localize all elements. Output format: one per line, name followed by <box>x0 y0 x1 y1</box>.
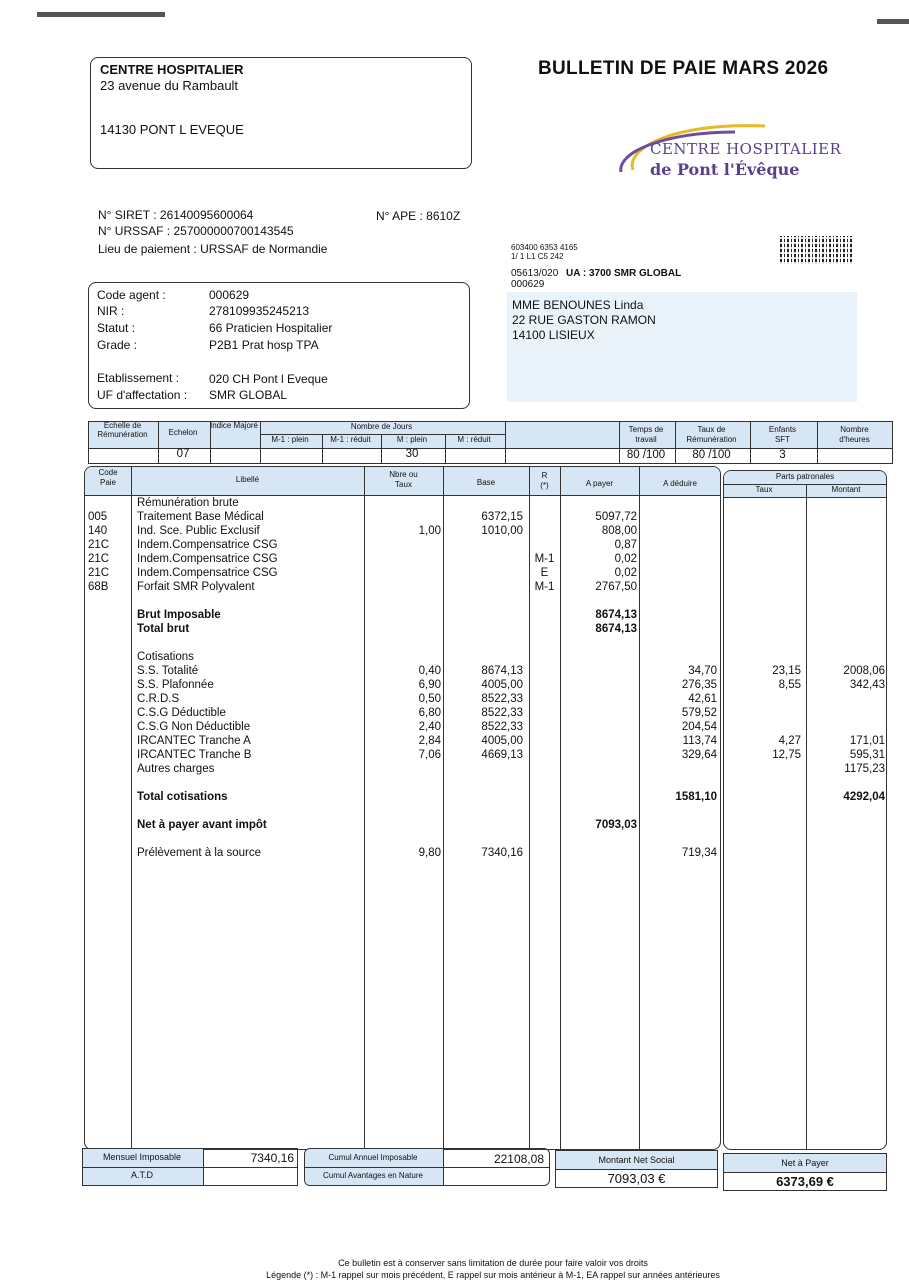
h-indice: Indice Majoré <box>209 421 259 430</box>
row-nbre: 2,84 <box>418 735 441 747</box>
row-apayer: 808,00 <box>601 525 637 537</box>
row-nbre: 6,90 <box>418 679 441 691</box>
table-row <box>0 748 909 762</box>
row-base: 4005,00 <box>481 735 523 747</box>
net-payer-label: Net à Payer <box>781 1158 829 1168</box>
row-apayer: 7093,03 <box>595 819 637 831</box>
v-taux: 80 /100 <box>692 449 731 461</box>
row-nbre: 2,40 <box>418 721 441 733</box>
row-adeduire: 34,70 <box>688 665 717 677</box>
mensuel-label: Mensuel Imposable <box>102 1152 182 1162</box>
row-code: 68B <box>88 581 109 593</box>
row-apayer: 2767,50 <box>595 581 637 593</box>
table-row <box>0 622 909 636</box>
h-echelle: Echelle de Rémunération <box>97 421 148 439</box>
row-nbre: 0,50 <box>418 693 441 705</box>
row-label: Rémunération brute <box>137 497 239 509</box>
employer-address-line2: 14130 PONT L EVEQUE <box>100 122 244 137</box>
row-label: Traitement Base Médical <box>137 511 264 523</box>
table-row <box>0 762 909 776</box>
row-adeduire: 719,34 <box>681 847 717 859</box>
row-label: IRCANTEC Tranche A <box>137 735 251 747</box>
row-r: M-1 <box>534 553 555 565</box>
row-adeduire: 329,64 <box>681 749 717 761</box>
row-ptaux: 23,15 <box>772 665 801 677</box>
table-row <box>0 706 909 720</box>
row-adeduire: 113,74 <box>682 735 717 747</box>
h-m-plein: M : plein <box>396 435 428 444</box>
hospital-logo <box>615 118 842 188</box>
etab-value: 020 CH Pont l Eveque <box>209 372 328 386</box>
row-nbre: 7,06 <box>418 749 441 761</box>
table-row <box>0 524 909 538</box>
row-nbre: 9,80 <box>418 847 441 859</box>
row-base: 8522,33 <box>481 707 523 719</box>
col-pmontant: Montant <box>831 485 861 494</box>
col-parts: Parts patronales <box>775 472 835 481</box>
h-m1-reduit: M-1 : réduit <box>330 435 371 444</box>
row-adeduire: 1581,10 <box>675 791 717 803</box>
col-r: R (*) <box>540 471 549 490</box>
row-adeduire: 276,35 <box>681 679 717 691</box>
h-m1-plein: M-1 : plein <box>271 435 309 444</box>
col-nbre: Nbre ou Taux <box>389 470 418 489</box>
atd-label: A.T.D <box>130 1170 153 1180</box>
urssaf-number: N° URSSAF : 257000000700143545 <box>98 224 294 238</box>
footer-note-conservation: Ce bulletin est à conserver sans limitation de durée pour faire valoir vos droits <box>338 1258 648 1268</box>
cumul-label: Cumul Annuel Imposable <box>328 1153 418 1162</box>
row-pmontant: 595,31 <box>849 749 885 761</box>
row-code: 140 <box>88 525 108 537</box>
etab-label: Etablissement : <box>97 371 180 385</box>
col-adeduire: A déduire <box>663 479 697 488</box>
cumul-av-label: Cumul Avantages en Nature <box>323 1171 423 1180</box>
h-taux: Taux de Rémunération <box>686 425 737 444</box>
row-label: Net à payer avant impôt <box>137 819 267 831</box>
row-label: Total brut <box>137 623 190 635</box>
table-row <box>0 790 909 804</box>
mensuel-value: 7340,16 <box>250 1151 294 1165</box>
table-row <box>0 832 909 846</box>
mail-code-1: 603400 6353 4165 <box>511 243 578 252</box>
payment-place: Lieu de paiement : URSSAF de Normandie <box>98 242 328 256</box>
ape-code: N° APE : 8610Z <box>376 209 461 223</box>
v-temps: 80 /100 <box>626 449 666 461</box>
row-code: 005 <box>88 511 108 523</box>
h-temps: Temps de travail <box>628 425 664 444</box>
ua-label: UA : 3700 SMR GLOBAL <box>566 268 682 279</box>
row-label: Cotisations <box>137 651 194 663</box>
recipient-name: MME BENOUNES Linda <box>512 298 644 312</box>
uf-value: SMR GLOBAL <box>209 388 288 402</box>
col-base: Base <box>476 478 496 487</box>
row-pmontant: 1175,23 <box>844 763 885 775</box>
table-row <box>0 636 909 650</box>
row-label: Brut Imposable <box>137 609 221 621</box>
table-row <box>0 678 909 692</box>
table-row <box>0 552 909 566</box>
row-label: C.S.G Non Déductible <box>137 721 251 733</box>
row-code: 21C <box>88 553 110 565</box>
row-label: C.R.D.S <box>137 693 180 705</box>
ua-prefix: 05613/020 <box>511 268 559 279</box>
col-apayer: A payer <box>585 479 614 488</box>
row-base: 4005,00 <box>481 679 523 691</box>
net-social-value: 7093,03 € <box>607 1171 666 1186</box>
table-row <box>0 804 909 818</box>
row-base: 6372,15 <box>481 511 523 523</box>
row-apayer: 8674,13 <box>595 623 637 635</box>
row-nbre: 0,40 <box>418 665 441 677</box>
employer-name: CENTRE HOSPITALIER <box>100 62 244 77</box>
table-row <box>0 664 909 678</box>
h-heures: Nombre d'heures <box>839 425 870 444</box>
table-row <box>0 650 909 664</box>
row-base: 7340,16 <box>481 847 523 859</box>
row-label: Prélèvement à la source <box>137 847 262 859</box>
row-label: S.S. Plafonnée <box>137 679 214 691</box>
h-echelon: Echelon <box>168 428 198 437</box>
page-title: BULLETIN DE PAIE MARS 2026 <box>538 58 829 79</box>
table-row <box>0 846 909 860</box>
row-ptaux: 4,27 <box>778 735 801 747</box>
table-row <box>0 594 909 608</box>
row-label: Total cotisations <box>137 791 228 803</box>
row-base: 8674,13 <box>481 665 523 677</box>
row-apayer: 0,02 <box>614 567 637 579</box>
row-pmontant: 2008,06 <box>843 665 885 677</box>
agent-label-grade: Grade : <box>97 338 138 352</box>
row-ptaux: 12,75 <box>772 749 801 761</box>
row-adeduire: 42,61 <box>688 693 717 705</box>
agent-label-statut: Statut : <box>97 321 136 335</box>
agent-grade-value: P2B1 Prat hosp TPA <box>209 338 319 352</box>
h-enfants: Enfants SFT <box>768 425 797 444</box>
row-base: 4669,13 <box>481 749 523 761</box>
agent-label-code: Code agent : <box>97 288 166 302</box>
table-row <box>0 538 909 552</box>
row-adeduire: 204,54 <box>681 721 717 733</box>
mail-code-2: 1/ 1 L1 C5 242 <box>511 252 564 261</box>
row-apayer: 0,02 <box>614 553 637 565</box>
table-row <box>0 496 909 510</box>
net-social-label: Montant Net Social <box>598 1155 675 1165</box>
table-row <box>0 608 909 622</box>
table-row <box>0 692 909 706</box>
table-row <box>0 776 909 790</box>
row-label: IRCANTEC Tranche B <box>137 749 252 761</box>
row-adeduire: 579,52 <box>681 707 717 719</box>
siret: N° SIRET : 26140095600064 <box>98 208 254 222</box>
agent-statut-value: 66 Praticien Hospitalier <box>209 321 333 335</box>
agent-code-value: 000629 <box>209 288 250 302</box>
recipient-city: 14100 LISIEUX <box>512 328 595 342</box>
v-enfants: 3 <box>779 449 786 461</box>
col-libelle: Libellé <box>235 475 260 484</box>
row-code: 21C <box>88 567 110 579</box>
logo-line1: CENTRE HOSPITALIER <box>650 140 842 158</box>
row-base: 1010,00 <box>481 525 523 537</box>
table-row <box>0 566 909 580</box>
row-apayer: 8674,13 <box>595 609 637 621</box>
row-base: 8522,33 <box>481 721 523 733</box>
h-m-reduit: M : réduit <box>457 435 491 444</box>
table-row <box>0 580 909 594</box>
row-label: Ind. Sce. Public Exclusif <box>137 525 260 537</box>
table-row <box>0 734 909 748</box>
recipient-street: 22 RUE GASTON RAMON <box>512 313 656 327</box>
scan-mark-top-left <box>37 12 165 17</box>
row-apayer: 0,87 <box>614 539 637 551</box>
row-apayer: 5097,72 <box>595 511 637 523</box>
v-echelon: 07 <box>176 448 190 460</box>
footer-note-legende: Légende (*) : M-1 rappel sur mois précédent, E rappel sur mois antérieur à M-1, EA rappel sur années antérieures <box>266 1270 720 1280</box>
h-jours: Nombre de Jours <box>350 422 413 431</box>
scan-mark-top-right <box>877 19 909 24</box>
logo-line2: de Pont l'Évêque <box>650 160 800 179</box>
table-row <box>0 510 909 524</box>
net-payer-value: 6373,69 € <box>776 1174 834 1189</box>
row-nbre: 6,80 <box>418 707 441 719</box>
uf-label: UF d'affectation : <box>97 388 188 402</box>
row-label: Forfait SMR Polyvalent <box>137 581 255 593</box>
col-ptaux: Taux <box>755 485 773 494</box>
row-r: E <box>540 567 549 579</box>
table-row <box>0 818 909 832</box>
row-label: Indem.Compensatrice CSG <box>137 567 278 579</box>
agent-nir-value: 278109935245213 <box>209 304 310 318</box>
cumul-value: 22108,08 <box>493 1152 544 1166</box>
row-base: 8522,33 <box>481 693 523 705</box>
mail-ref: 000629 <box>511 279 545 290</box>
row-code: 21C <box>88 539 110 551</box>
v-m-plein: 30 <box>405 448 419 460</box>
row-pmontant: 4292,04 <box>843 791 885 803</box>
row-r: M-1 <box>534 581 555 593</box>
col-code: Code Paie <box>98 468 118 487</box>
row-label: C.S.G Déductible <box>137 707 226 719</box>
row-ptaux: 8,55 <box>778 679 801 691</box>
row-label: S.S. Totalité <box>137 665 199 677</box>
row-pmontant: 171,01 <box>849 735 885 747</box>
employer-address-line1: 23 avenue du Rambault <box>100 78 239 93</box>
barcode-icon <box>780 236 852 264</box>
row-label: Indem.Compensatrice CSG <box>137 539 278 551</box>
row-pmontant: 342,43 <box>849 679 885 691</box>
agent-label-nir: NIR : <box>97 304 125 318</box>
row-nbre: 1,00 <box>418 525 441 537</box>
row-label: Autres charges <box>137 763 215 775</box>
table-row <box>0 720 909 734</box>
row-label: Indem.Compensatrice CSG <box>137 553 278 565</box>
